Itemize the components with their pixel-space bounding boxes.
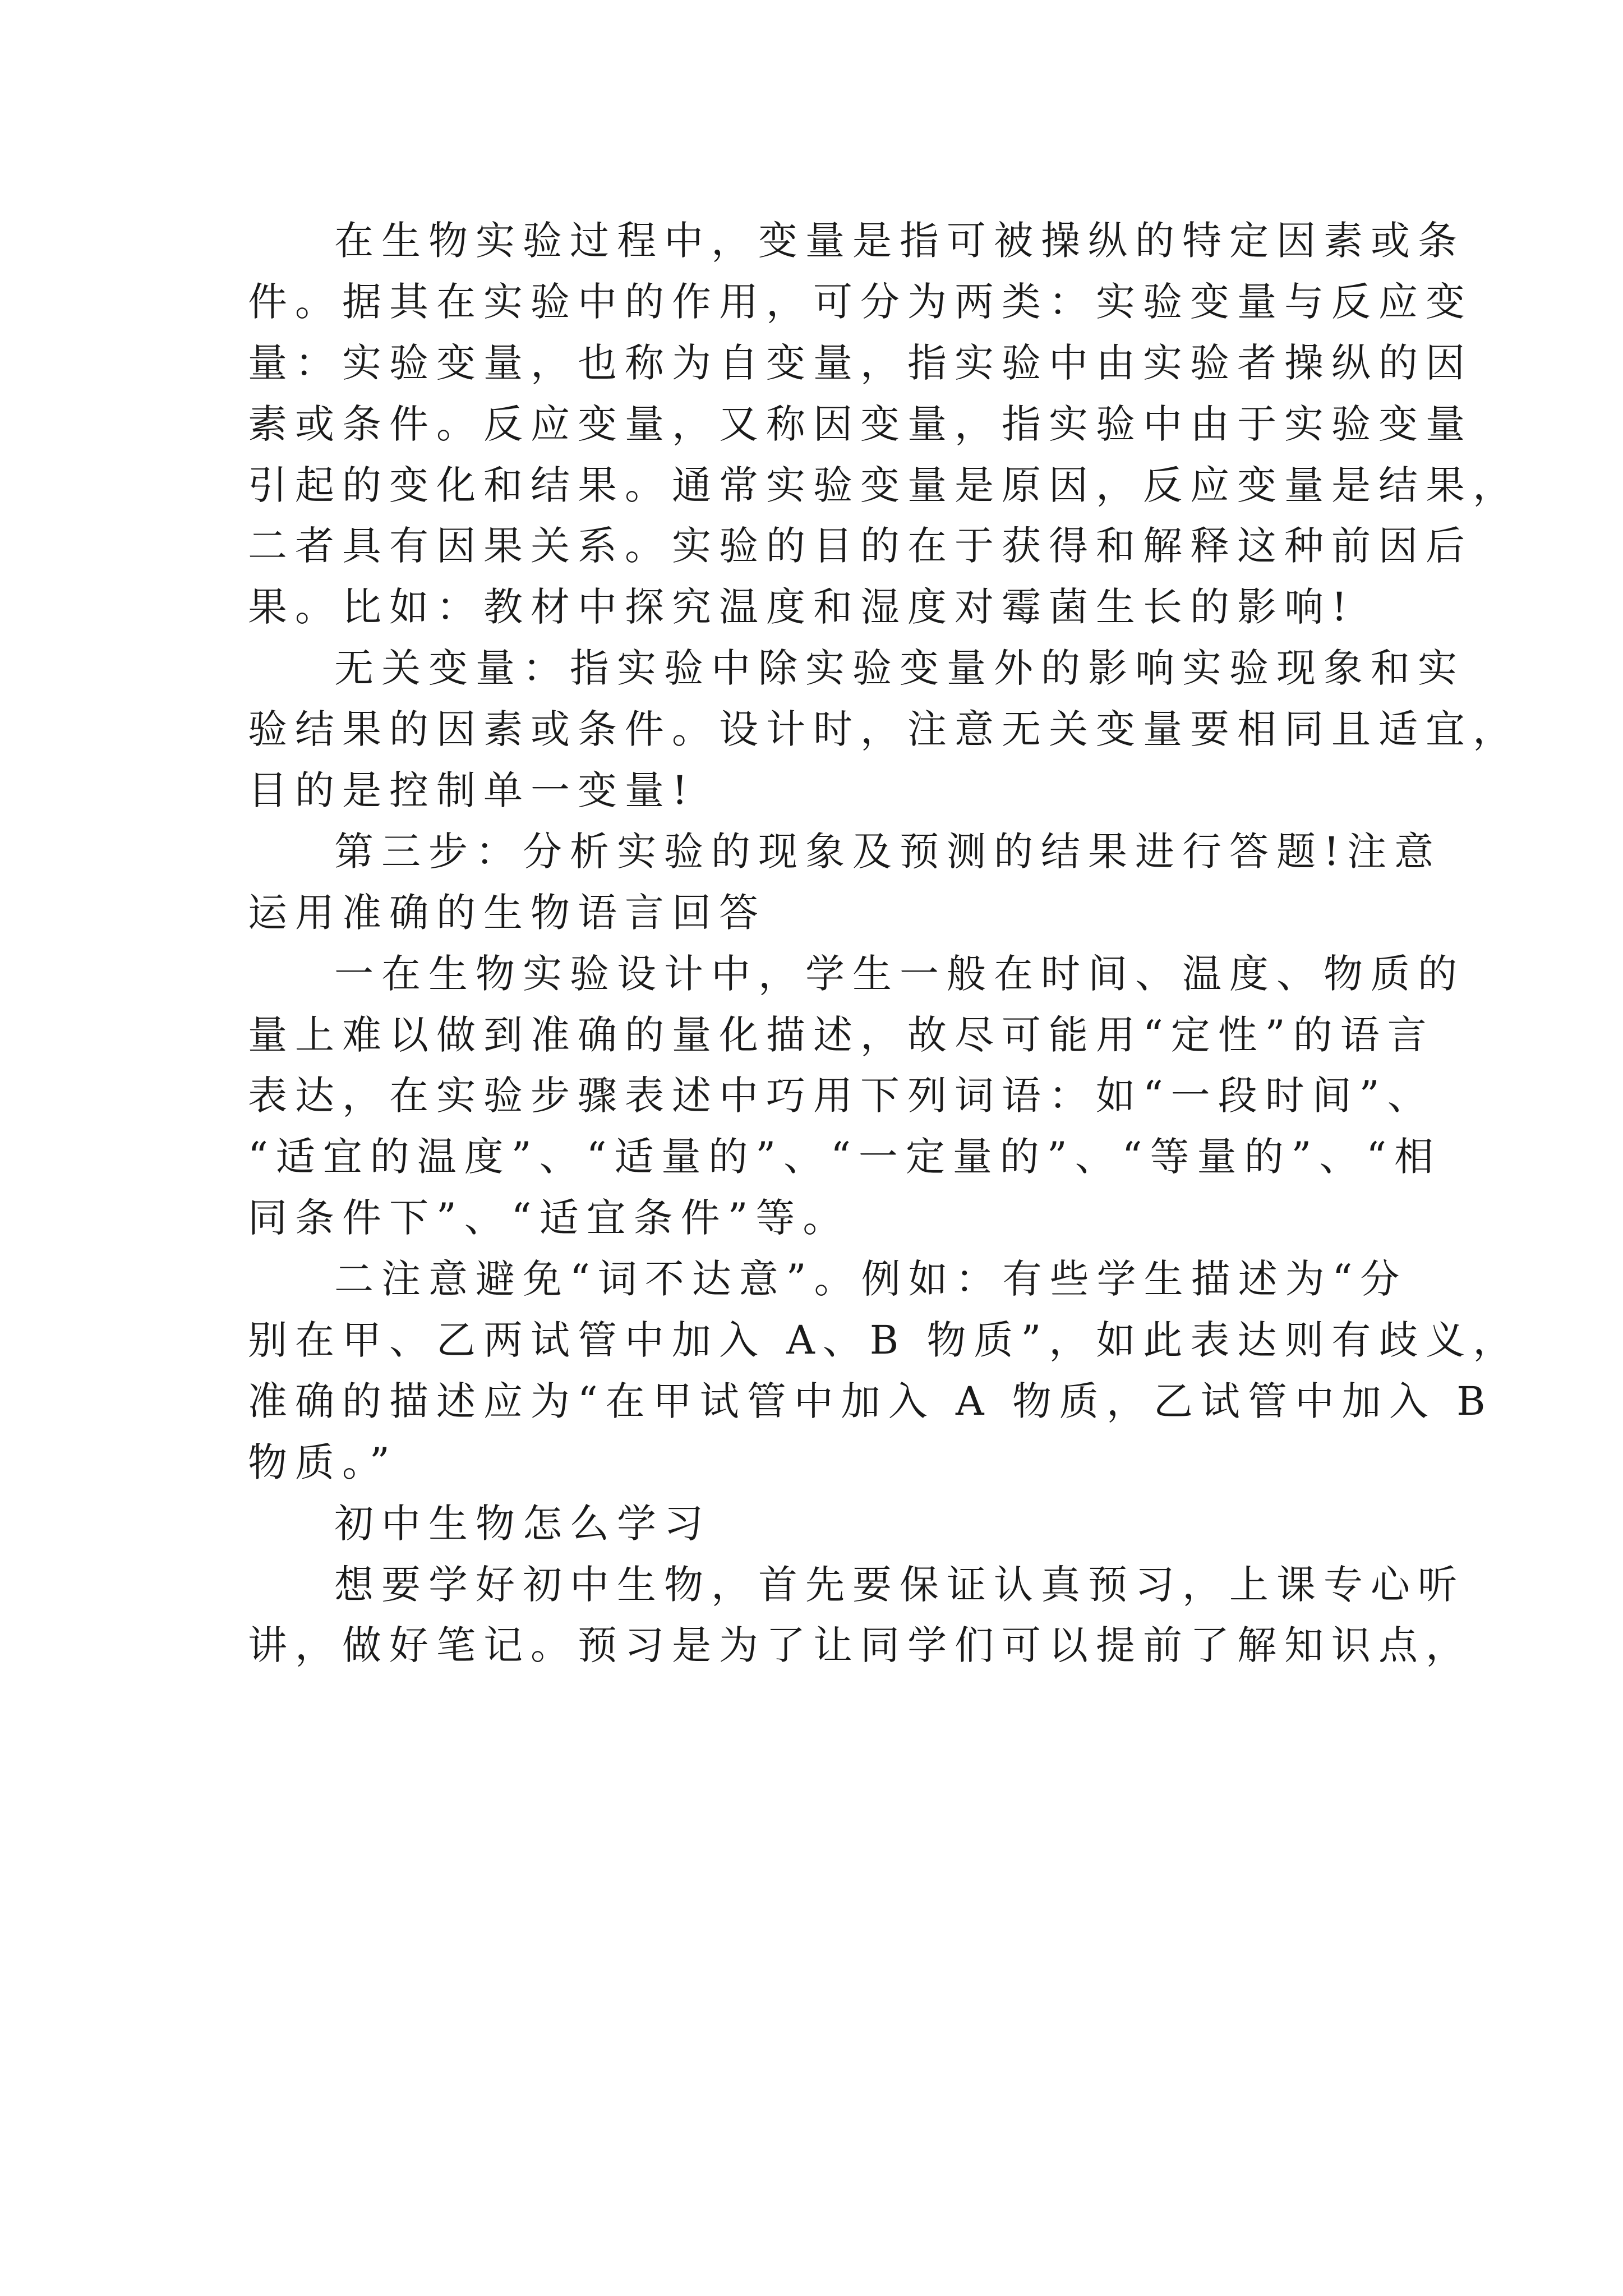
document-body bbox=[248, 210, 1520, 1676]
text-line: 准确的描述应为“在甲试管中加入 A 物质，乙试管中加入 B bbox=[248, 1378, 1493, 1424]
text-line: 初中生物怎么学习 bbox=[334, 1500, 711, 1547]
text-line: 验结果的因素或条件。设计时，注意无关变量要相同且适宜， bbox=[248, 706, 1520, 753]
paragraph bbox=[248, 638, 1520, 821]
text-line: 无关变量：指实验中除实验变量外的影响实验现象和实 bbox=[334, 645, 1465, 692]
text-line: 一在生物实验设计中，学生一般在时间、温度、物质的 bbox=[334, 950, 1465, 997]
text-line: 讲，做好笔记。预习是为了让同学们可以提前了解知识点， bbox=[248, 1622, 1473, 1669]
text-line: 物质。” bbox=[248, 1439, 398, 1485]
paragraph bbox=[248, 210, 1520, 638]
text-line: 量上难以做到准确的量化描述，故尽可能用“定性”的语言 bbox=[248, 1011, 1435, 1058]
text-line: 想要学好初中生物，首先要保证认真预习，上课专心听 bbox=[334, 1561, 1465, 1608]
text-line: “适宜的温度”、“适量的”、“一定量的”、“等量的”、“相 bbox=[248, 1134, 1442, 1180]
text-line: 二注意避免“词不达意”。例如：有些学生描述为“分 bbox=[334, 1256, 1408, 1303]
paragraph bbox=[248, 1249, 1520, 1493]
text-line: 第三步：分析实验的现象及预测的结果进行答题!注意 bbox=[334, 828, 1442, 875]
text-line: 引起的变化和结果。通常实验变量是原因，反应变量是结果， bbox=[248, 462, 1520, 508]
text-line: 别在甲、乙两试管中加入 A、B 物质”，如此表达则有歧义， bbox=[248, 1317, 1520, 1364]
paragraph bbox=[248, 1554, 1473, 1677]
text-line: 素或条件。反应变量，又称因变量，指实验中由于实验变量 bbox=[248, 401, 1473, 447]
paragraph bbox=[248, 944, 1465, 1249]
paragraph bbox=[248, 1493, 1375, 1554]
paragraph bbox=[248, 821, 1442, 944]
text-line: 在生物实验过程中，变量是指可被操纵的特定因素或条 bbox=[334, 218, 1465, 264]
text-line: 运用准确的生物语言回答 bbox=[248, 889, 766, 936]
text-line: 表达，在实验步骤表述中巧用下列词语：如“一段时间”、 bbox=[248, 1073, 1435, 1119]
text-line: 同条件下”、“适宜条件”等。 bbox=[248, 1195, 850, 1241]
text-line: 二者具有因果关系。实验的目的在于获得和解释这种前因后 bbox=[248, 523, 1473, 569]
text-line: 目的是控制单一变量! bbox=[248, 767, 696, 814]
text-line: 件。据其在实验中的作用，可分为两类：实验变量与反应变 bbox=[248, 278, 1473, 325]
text-line: 量：实验变量，也称为自变量，指实验中由实验者操纵的因 bbox=[248, 339, 1473, 386]
text-line: 果。比如：教材中探究温度和湿度对霉菌生长的影响! bbox=[248, 584, 1355, 631]
